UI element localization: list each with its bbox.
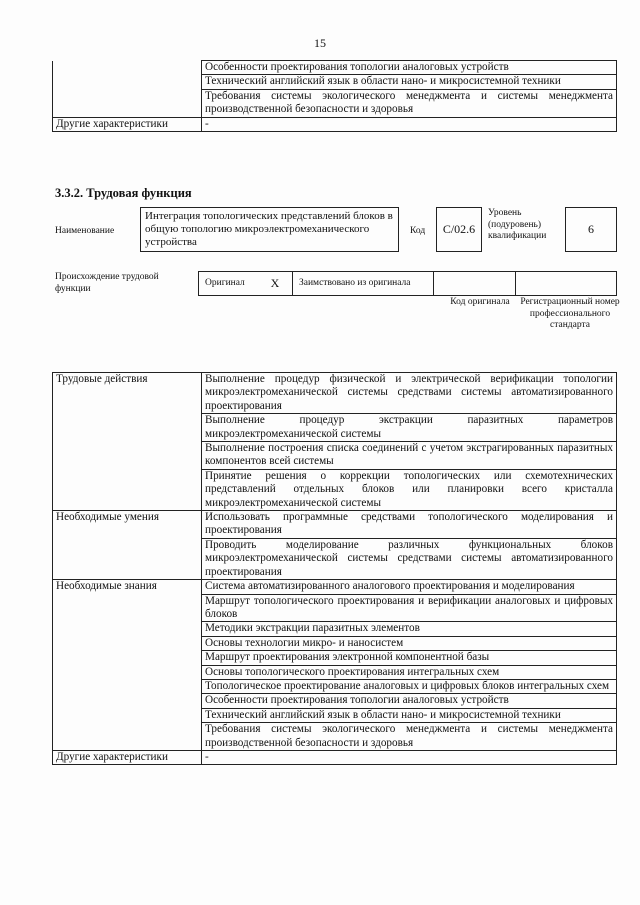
knowledge-row: Маршрут топологического проектирования и верификации аналоговых и цифровых блоков bbox=[202, 594, 617, 622]
labor-action-row: Выполнение процедур экстракции паразитных параметров микроэлектромеханической системы bbox=[202, 414, 617, 442]
top-knowledge-row: Требования системы экологического менеджмента и системы менеджмента производственной безопасности и здоровья bbox=[202, 89, 617, 117]
labor-action-row: Выполнение построения списка соединений с учетом экстрагированных паразитных компонентов всей системы bbox=[202, 442, 617, 470]
knowledge-row: Технический английский язык в области нано- и микросистемной техники bbox=[202, 708, 617, 722]
knowledge-row: Маршрут проектирования электронной компонентной базы bbox=[202, 651, 617, 665]
function-name: Интеграция топологических представлений блоков в общую топологию микроэлектромеханического устройства bbox=[140, 207, 399, 252]
original-mark: X bbox=[258, 271, 293, 296]
knowledge-label: Необходимые знания bbox=[53, 580, 202, 751]
knowledge-row: Основы топологического проектирования интегральных схем bbox=[202, 665, 617, 679]
other-value: - bbox=[202, 750, 617, 764]
section-title: 3.3.2. Трудовая функция bbox=[55, 186, 192, 200]
knowledge-row: Особенности проектирования топологии аналоговых устройств bbox=[202, 694, 617, 708]
top-other-label: Другие характеристики bbox=[53, 117, 202, 131]
knowledge-row: Топологическое проектирование аналоговых и цифровых блоков интегральных схем bbox=[202, 679, 617, 693]
borrowed-cell: Заимствовано из оригинала bbox=[292, 271, 434, 296]
knowledge-row: Основы технологии микро- и наносистем bbox=[202, 636, 617, 650]
code-original-caption: Код оригинала bbox=[450, 297, 510, 307]
code-label: Код bbox=[410, 226, 426, 236]
top-other-value: - bbox=[202, 117, 617, 131]
knowledge-row: Требования системы экологического менеджмента и системы менеджмента производственной безопасности и здоровья bbox=[202, 723, 617, 751]
skills-label: Необходимые умения bbox=[53, 511, 202, 580]
other-label: Другие характеристики bbox=[53, 750, 202, 764]
code-original-cell bbox=[433, 271, 516, 296]
labor-action-row: Выполнение процедур физической и электрической верификации топологии микроэлектромеханической системы средствами системы автоматизированного проектирования bbox=[202, 373, 617, 414]
function-code: C/02.6 bbox=[436, 207, 482, 252]
top-requirements-table bbox=[52, 60, 617, 132]
labor-action-row: Принятие решения о коррекции топологических или схемотехнических представлений отдельных блоков или планировки всего кристалла микроэлектромеханической системы bbox=[202, 469, 617, 510]
knowledge-row: Методики экстракции паразитных элементов bbox=[202, 622, 617, 636]
skill-row: Использовать программные средствами топологического моделирования и проектирования bbox=[202, 511, 617, 539]
main-requirements-table bbox=[52, 372, 617, 765]
reg-number-cell bbox=[515, 271, 617, 296]
top-empty-label-cell bbox=[53, 61, 202, 118]
reg-number-caption: Регистрационный номер профессионального стандарта bbox=[520, 297, 620, 330]
top-knowledge-row: Особенности проектирования топологии аналоговых устройств bbox=[202, 61, 617, 75]
top-knowledge-row: Технический английский язык в области нано- и микросистемной техники bbox=[202, 75, 617, 89]
level-label: Уровень (подуровень) квалификации bbox=[488, 208, 547, 241]
original-cell: Оригинал bbox=[198, 271, 293, 296]
knowledge-row: Система автоматизированного аналогового проектирования и моделирования bbox=[202, 580, 617, 594]
qualification-level: 6 bbox=[565, 207, 617, 252]
page-number: 15 bbox=[314, 36, 326, 50]
labor-actions-label: Трудовые действия bbox=[53, 373, 202, 511]
origin-label: Происхождение трудовой функции bbox=[55, 272, 159, 294]
skill-row: Проводить моделирование различных функциональных блоков микроэлектромеханической системы средствами системы автоматизированного проектирования bbox=[202, 538, 617, 579]
name-label: Наименование bbox=[55, 226, 115, 236]
